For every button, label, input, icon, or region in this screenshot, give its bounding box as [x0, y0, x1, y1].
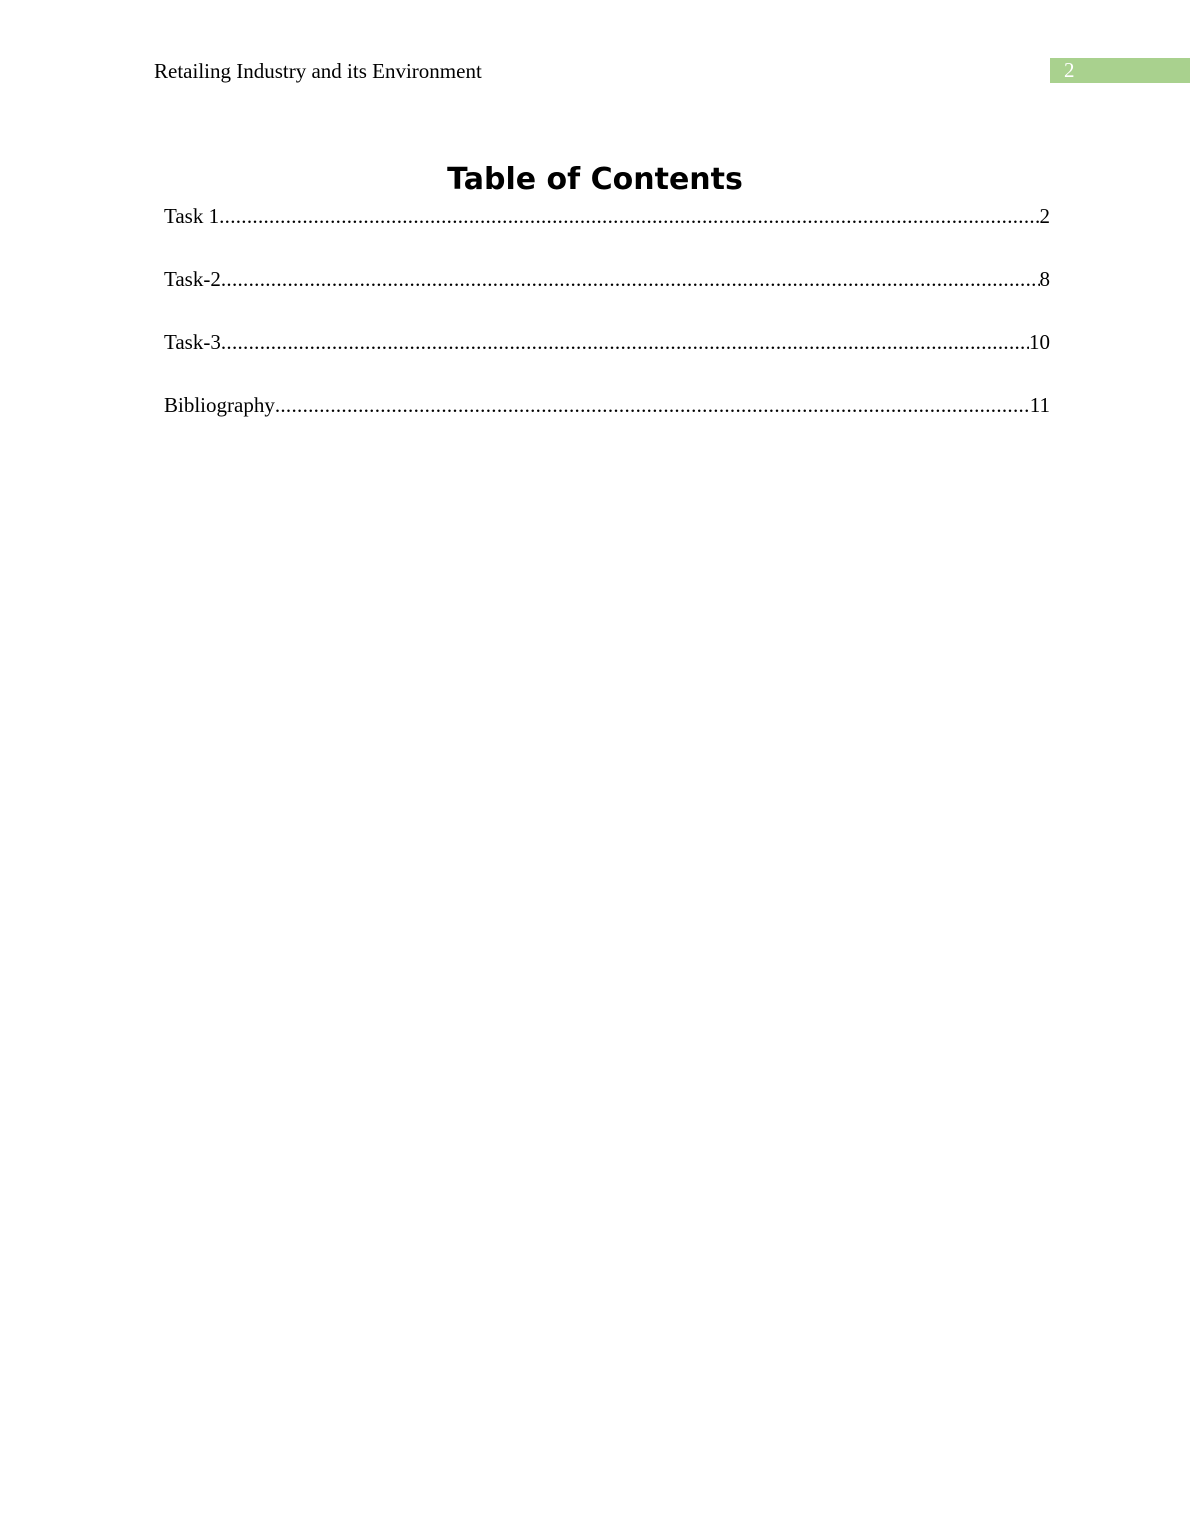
toc-list	[164, 200, 1050, 452]
toc-entry-page: 10	[1029, 330, 1050, 354]
toc-entry-task-2[interactable]	[164, 263, 1050, 295]
toc-dot-leader	[275, 389, 1030, 421]
running-header-title: Retailing Industry and its Environment	[154, 59, 482, 83]
toc-dot-leader	[221, 326, 1029, 358]
toc-entry-page: 8	[1039, 267, 1050, 291]
toc-dot-leader	[221, 263, 1040, 295]
toc-entry-label: Task-2	[164, 267, 221, 291]
toc-entry-task-3[interactable]	[164, 326, 1050, 358]
page-number: 2	[1064, 58, 1075, 82]
toc-heading: Table of Contents	[447, 162, 743, 197]
toc-entry-label: Task 1	[164, 204, 220, 228]
toc-entry-page: 2	[1039, 204, 1050, 228]
toc-entry-bibliography[interactable]	[164, 389, 1050, 421]
toc-entry-task-1[interactable]	[164, 200, 1050, 232]
toc-dot-leader	[219, 200, 1039, 232]
toc-entry-label: Bibliography	[164, 393, 275, 417]
toc-entry-label: Task-3	[164, 330, 221, 354]
toc-entry-page: 11	[1029, 393, 1050, 417]
page-number-badge	[1050, 58, 1190, 83]
